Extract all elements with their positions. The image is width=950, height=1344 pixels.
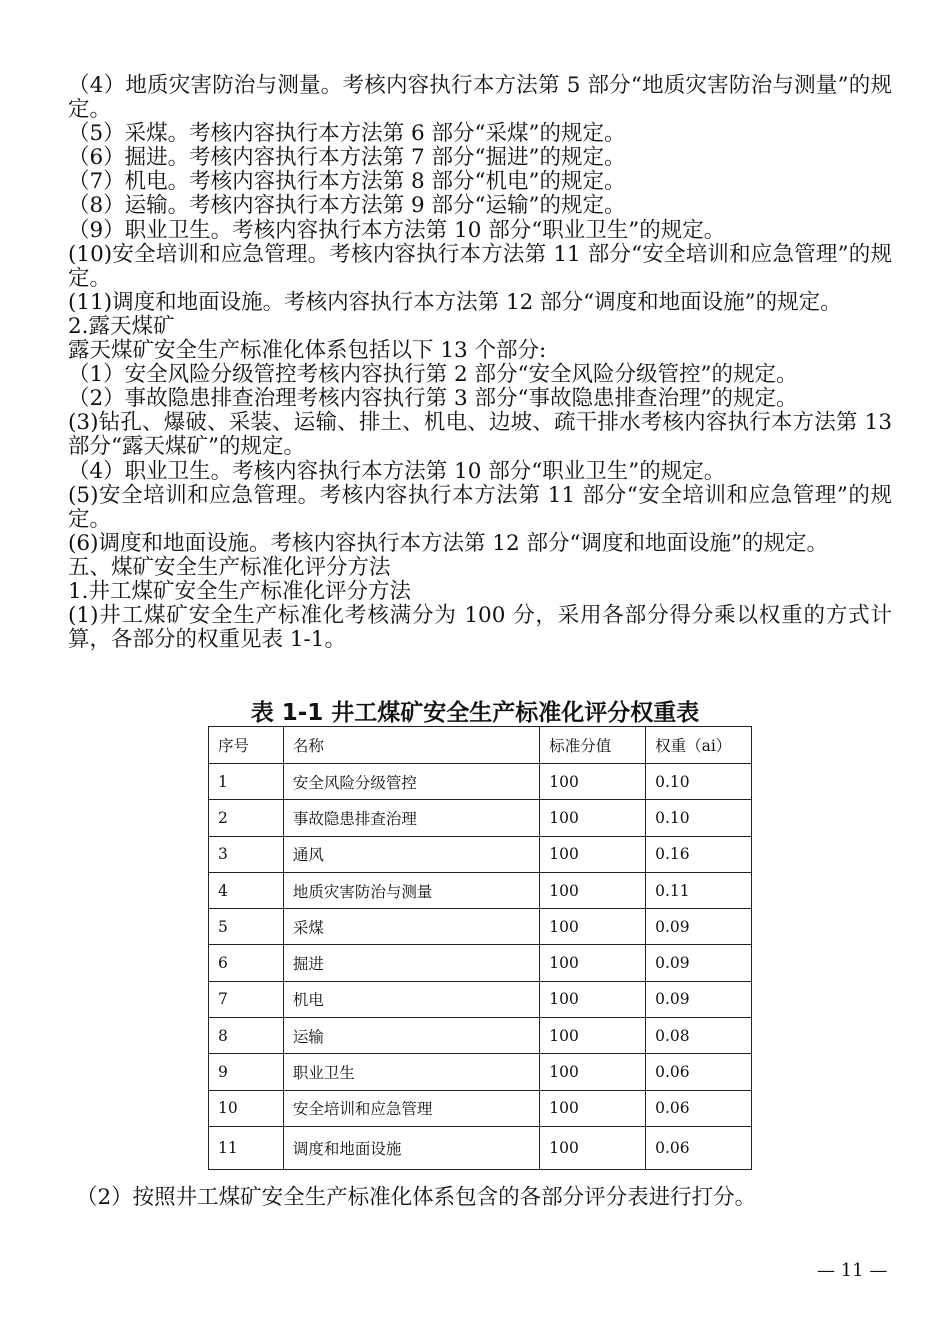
cell-name: 职业卫生: [283, 1054, 539, 1090]
cell-weight: 0.09: [646, 909, 752, 945]
cell-weight: 0.08: [646, 1018, 752, 1054]
cell-name: 采煤: [283, 909, 539, 945]
paragraph: (1)井工煤矿安全生产标准化考核满分为 100 分，采用各部分得分乘以权重的方式计算，各部分的权重见表 1-1。: [68, 603, 892, 653]
cell-score: 100: [540, 1054, 646, 1090]
cell-weight: 0.06: [646, 1054, 752, 1090]
cell-index: 6: [209, 945, 284, 981]
cell-name: 机电: [283, 981, 539, 1017]
cell-weight: 0.10: [646, 764, 752, 800]
cell-name: 通风: [283, 836, 539, 872]
section-heading: 五、煤矿安全生产标准化评分方法: [68, 554, 391, 580]
cell-weight: 0.09: [646, 945, 752, 981]
cell-score: 100: [540, 836, 646, 872]
cell-score: 100: [540, 1018, 646, 1054]
cell-score: 100: [540, 981, 646, 1017]
table-row: [209, 872, 752, 908]
cell-index: 9: [209, 1054, 284, 1090]
paragraph: (10)安全培训和应急管理。考核内容执行本方法第 11 部分“安全培训和应急管理”的规定。: [68, 241, 892, 291]
cell-name: 掘进: [283, 945, 539, 981]
paragraph: （4）职业卫生。考核内容执行本方法第 10 部分“职业卫生”的规定。: [68, 458, 726, 484]
cell-weight: 0.09: [646, 981, 752, 1017]
cell-index: 10: [209, 1090, 284, 1126]
table-row: [209, 1018, 752, 1054]
cell-score: 100: [540, 764, 646, 800]
paragraph: (11)调度和地面设施。考核内容执行本方法第 12 部分“调度和地面设施”的规定。: [68, 289, 842, 315]
closing-paragraph: （2）按照井工煤矿安全生产标准化体系包含的各部分评分表进行打分。: [76, 1185, 757, 1210]
paragraph: （6）掘进。考核内容执行本方法第 7 部分“掘进”的规定。: [68, 145, 626, 171]
cell-score: 100: [540, 1126, 646, 1169]
paragraph: 露天煤矿安全生产标准化体系包括以下 13 个部分:: [68, 338, 547, 364]
paragraph: (6)调度和地面设施。考核内容执行本方法第 12 部分“调度和地面设施”的规定。: [68, 530, 828, 556]
cell-name: 安全培训和应急管理: [283, 1090, 539, 1126]
cell-index: 3: [209, 836, 284, 872]
table-row: [209, 1090, 752, 1126]
table-row: [209, 1126, 752, 1169]
column-header: 序号: [209, 727, 284, 764]
table-row: [209, 981, 752, 1017]
paragraph: （2）事故隐患排查治理考核内容执行第 3 部分“事故隐患排查治理”的规定。: [68, 386, 798, 412]
cell-weight: 0.11: [646, 872, 752, 908]
cell-index: 4: [209, 872, 284, 908]
table-row: [209, 1054, 752, 1090]
table-row: [209, 909, 752, 945]
weight-table: [208, 726, 752, 1170]
cell-index: 2: [209, 800, 284, 836]
table-caption: 表 1-1 井工煤矿安全生产标准化评分权重表: [250, 700, 700, 726]
cell-score: 100: [540, 945, 646, 981]
table-header-row: [209, 727, 752, 764]
cell-name: 地质灾害防治与测量: [283, 872, 539, 908]
paragraph: （8）运输。考核内容执行本方法第 9 部分“运输”的规定。: [68, 193, 626, 219]
cell-weight: 0.06: [646, 1126, 752, 1169]
table-row: [209, 800, 752, 836]
paragraph: （7）机电。考核内容执行本方法第 8 部分“机电”的规定。: [68, 169, 626, 195]
page-number: — 11 —: [817, 1260, 888, 1281]
cell-score: 100: [540, 800, 646, 836]
paragraph: (3)钻孔、爆破、采装、运输、排土、机电、边坡、疏干排水考核内容执行本方法第 13 部分“露天煤矿”的规定。: [68, 410, 892, 460]
table-row: [209, 836, 752, 872]
cell-name: 运输: [283, 1018, 539, 1054]
cell-index: 11: [209, 1126, 284, 1169]
cell-name: 事故隐患排查治理: [283, 800, 539, 836]
paragraph: （4）地质灾害防治与测量。考核内容执行本方法第 5 部分“地质灾害防治与测量”的规定。: [68, 73, 892, 123]
section-heading: 2.露天煤矿: [68, 313, 175, 339]
cell-name: 安全风险分级管控: [283, 764, 539, 800]
cell-index: 7: [209, 981, 284, 1017]
table-row: [209, 764, 752, 800]
column-header: 名称: [283, 727, 539, 764]
cell-index: 1: [209, 764, 284, 800]
paragraph: (5)安全培训和应急管理。考核内容执行本方法第 11 部分“安全培训和应急管理”的规定。: [68, 482, 892, 532]
subsection-heading: 1.井工煤矿安全生产标准化评分方法: [68, 578, 412, 604]
paragraph: （9）职业卫生。考核内容执行本方法第 10 部分“职业卫生”的规定。: [68, 217, 726, 243]
cell-weight: 0.10: [646, 800, 752, 836]
cell-index: 5: [209, 909, 284, 945]
column-header: 标准分值: [540, 727, 646, 764]
column-header: 权重（ai）: [646, 727, 752, 764]
cell-weight: 0.16: [646, 836, 752, 872]
cell-score: 100: [540, 1090, 646, 1126]
paragraph: （5）采煤。考核内容执行本方法第 6 部分“采煤”的规定。: [68, 121, 626, 147]
paragraph: （1）安全风险分级管控考核内容执行第 2 部分“安全风险分级管控”的规定。: [68, 362, 798, 388]
cell-score: 100: [540, 872, 646, 908]
table-row: [209, 945, 752, 981]
document-body: [68, 74, 892, 652]
cell-index: 8: [209, 1018, 284, 1054]
cell-weight: 0.06: [646, 1090, 752, 1126]
cell-name: 调度和地面设施: [283, 1126, 539, 1169]
cell-score: 100: [540, 909, 646, 945]
